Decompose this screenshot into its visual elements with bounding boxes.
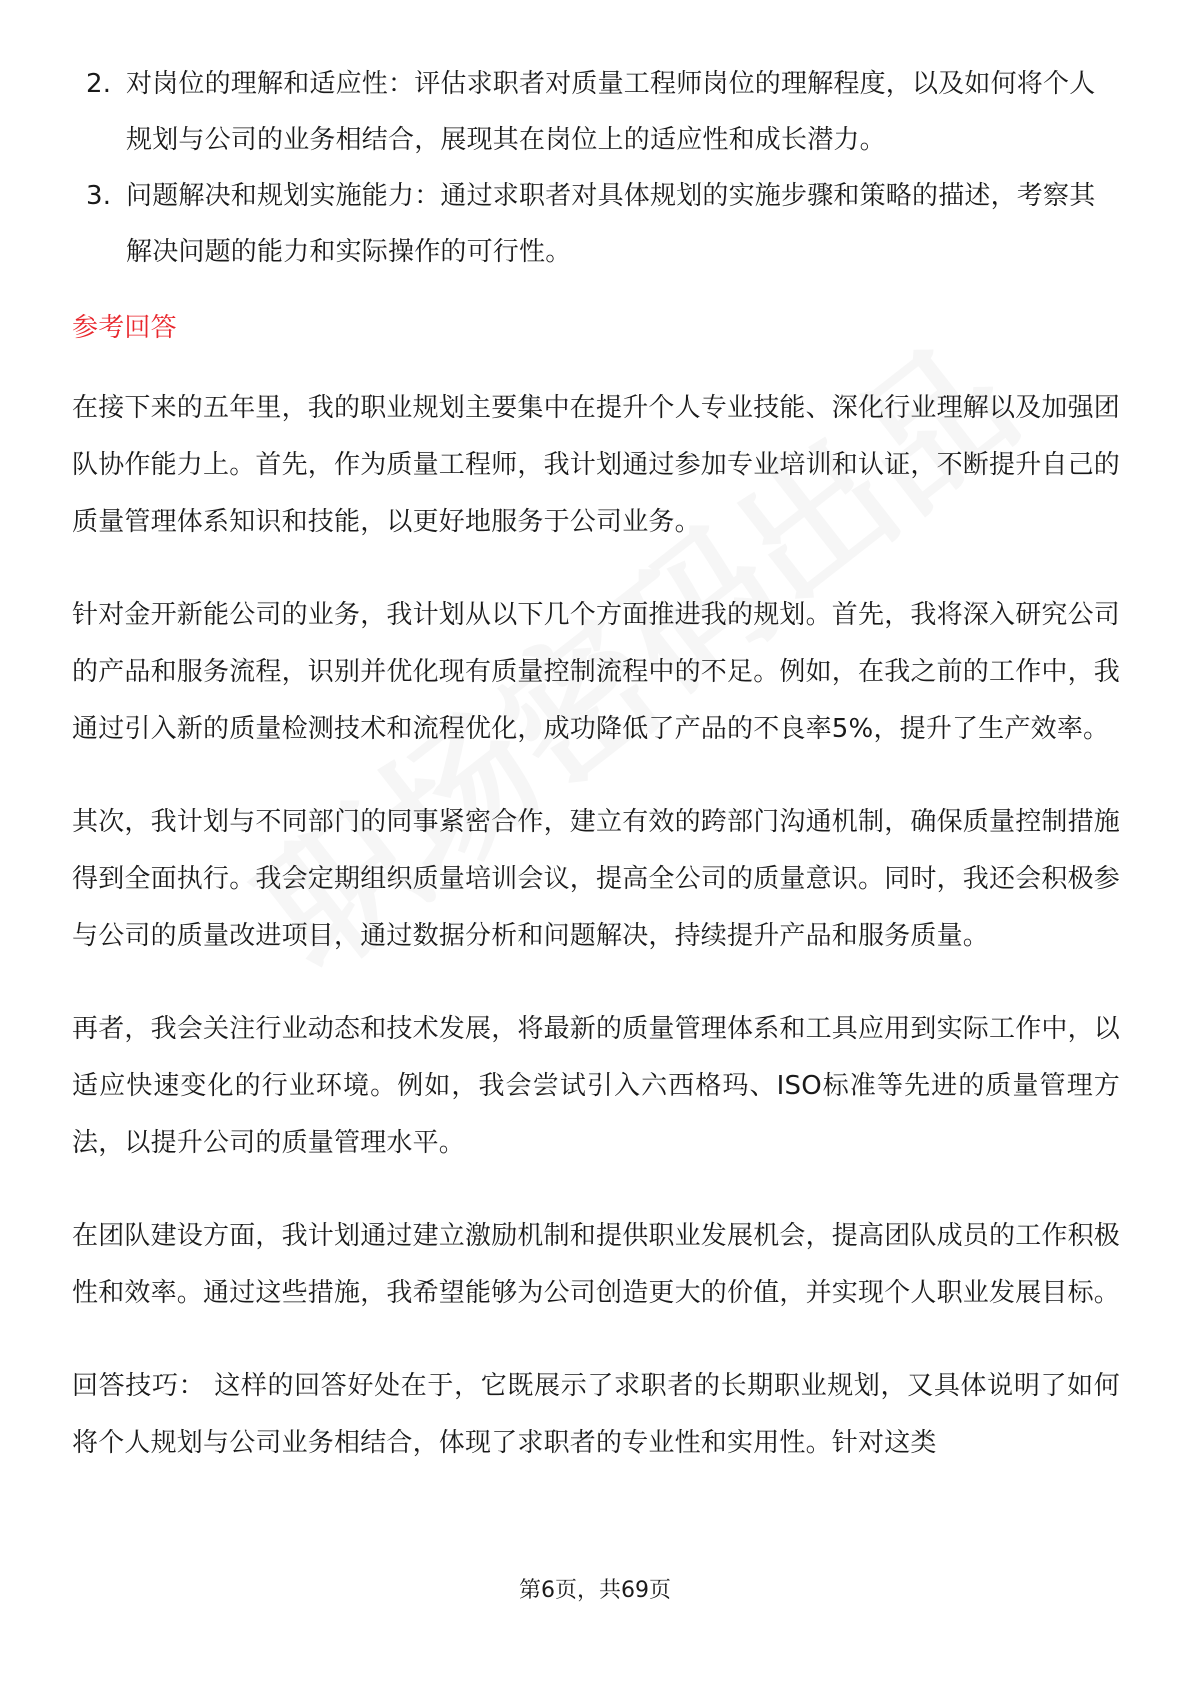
section-heading: 参考回答 [72, 313, 177, 343]
list-item [72, 56, 1120, 168]
list-item-text: 问题解决和规划实施能力：通过求职者对具体规划的实施步骤和策略的描述，考察其解决问题的能力和实际操作的可行性。 [126, 181, 1096, 267]
evaluation-criteria-list [72, 56, 1120, 280]
list-item-number: 2. [86, 69, 112, 99]
page-footer [0, 1576, 1190, 1606]
paragraph: 在接下来的五年里，我的职业规划主要集中在提升个人专业技能、深化行业理解以及加强团队协作能力上。首先，作为质量工程师，我计划通过参加专业培训和认证，不断提升自己的质量管理体系知识和技能，以更好地服务于公司业务。 [72, 393, 1121, 537]
paragraph: 针对金开新能公司的业务，我计划从以下几个方面推进我的规划。首先，我将深入研究公司的产品和服务流程，识别并优化现有质量控制流程中的不足。例如，在我之前的工作中，我通过引入新的质量检测技术和流程优化，成功降低了产品的不良率5%，提升了生产效率。 [72, 600, 1121, 744]
list-item [72, 168, 1120, 280]
document-page [72, 56, 1120, 1508]
page-number: 第6页，共69页 [519, 1578, 671, 1603]
paragraph: 其次，我计划与不同部门的同事紧密合作，建立有效的跨部门沟通机制，确保质量控制措施得到全面执行。我会定期组织质量培训会议，提高全公司的质量意识。同时，我还会积极参与公司的质量改进项目，通过数据分析和问题解决，持续提升产品和服务质量。 [72, 807, 1121, 951]
list-item-number: 3. [86, 181, 112, 211]
paragraph: 再者，我会关注行业动态和技术发展，将最新的质量管理体系和工具应用到实际工作中，以适应快速变化的行业环境。例如，我会尝试引入六西格玛、ISO标准等先进的质量管理方法，以提升公司的质量管理水平。 [72, 1014, 1121, 1158]
paragraph: 在团队建设方面，我计划通过建立激励机制和提供职业发展机会，提高团队成员的工作积极性和效率。通过这些措施，我希望能够为公司创造更大的价值，并实现个人职业发展目标。 [72, 1221, 1121, 1308]
list-item-text: 对岗位的理解和适应性：评估求职者对质量工程师岗位的理解程度，以及如何将个人规划与公司的业务相结合，展现其在岗位上的适应性和成长潜力。 [126, 69, 1096, 155]
answer-tips-paragraph: 回答技巧： 这样的回答好处在于，它既展示了求职者的长期职业规划，又具体说明了如何将个人规划与公司业务相结合，体现了求职者的专业性和实用性。针对这类 [72, 1371, 1121, 1458]
